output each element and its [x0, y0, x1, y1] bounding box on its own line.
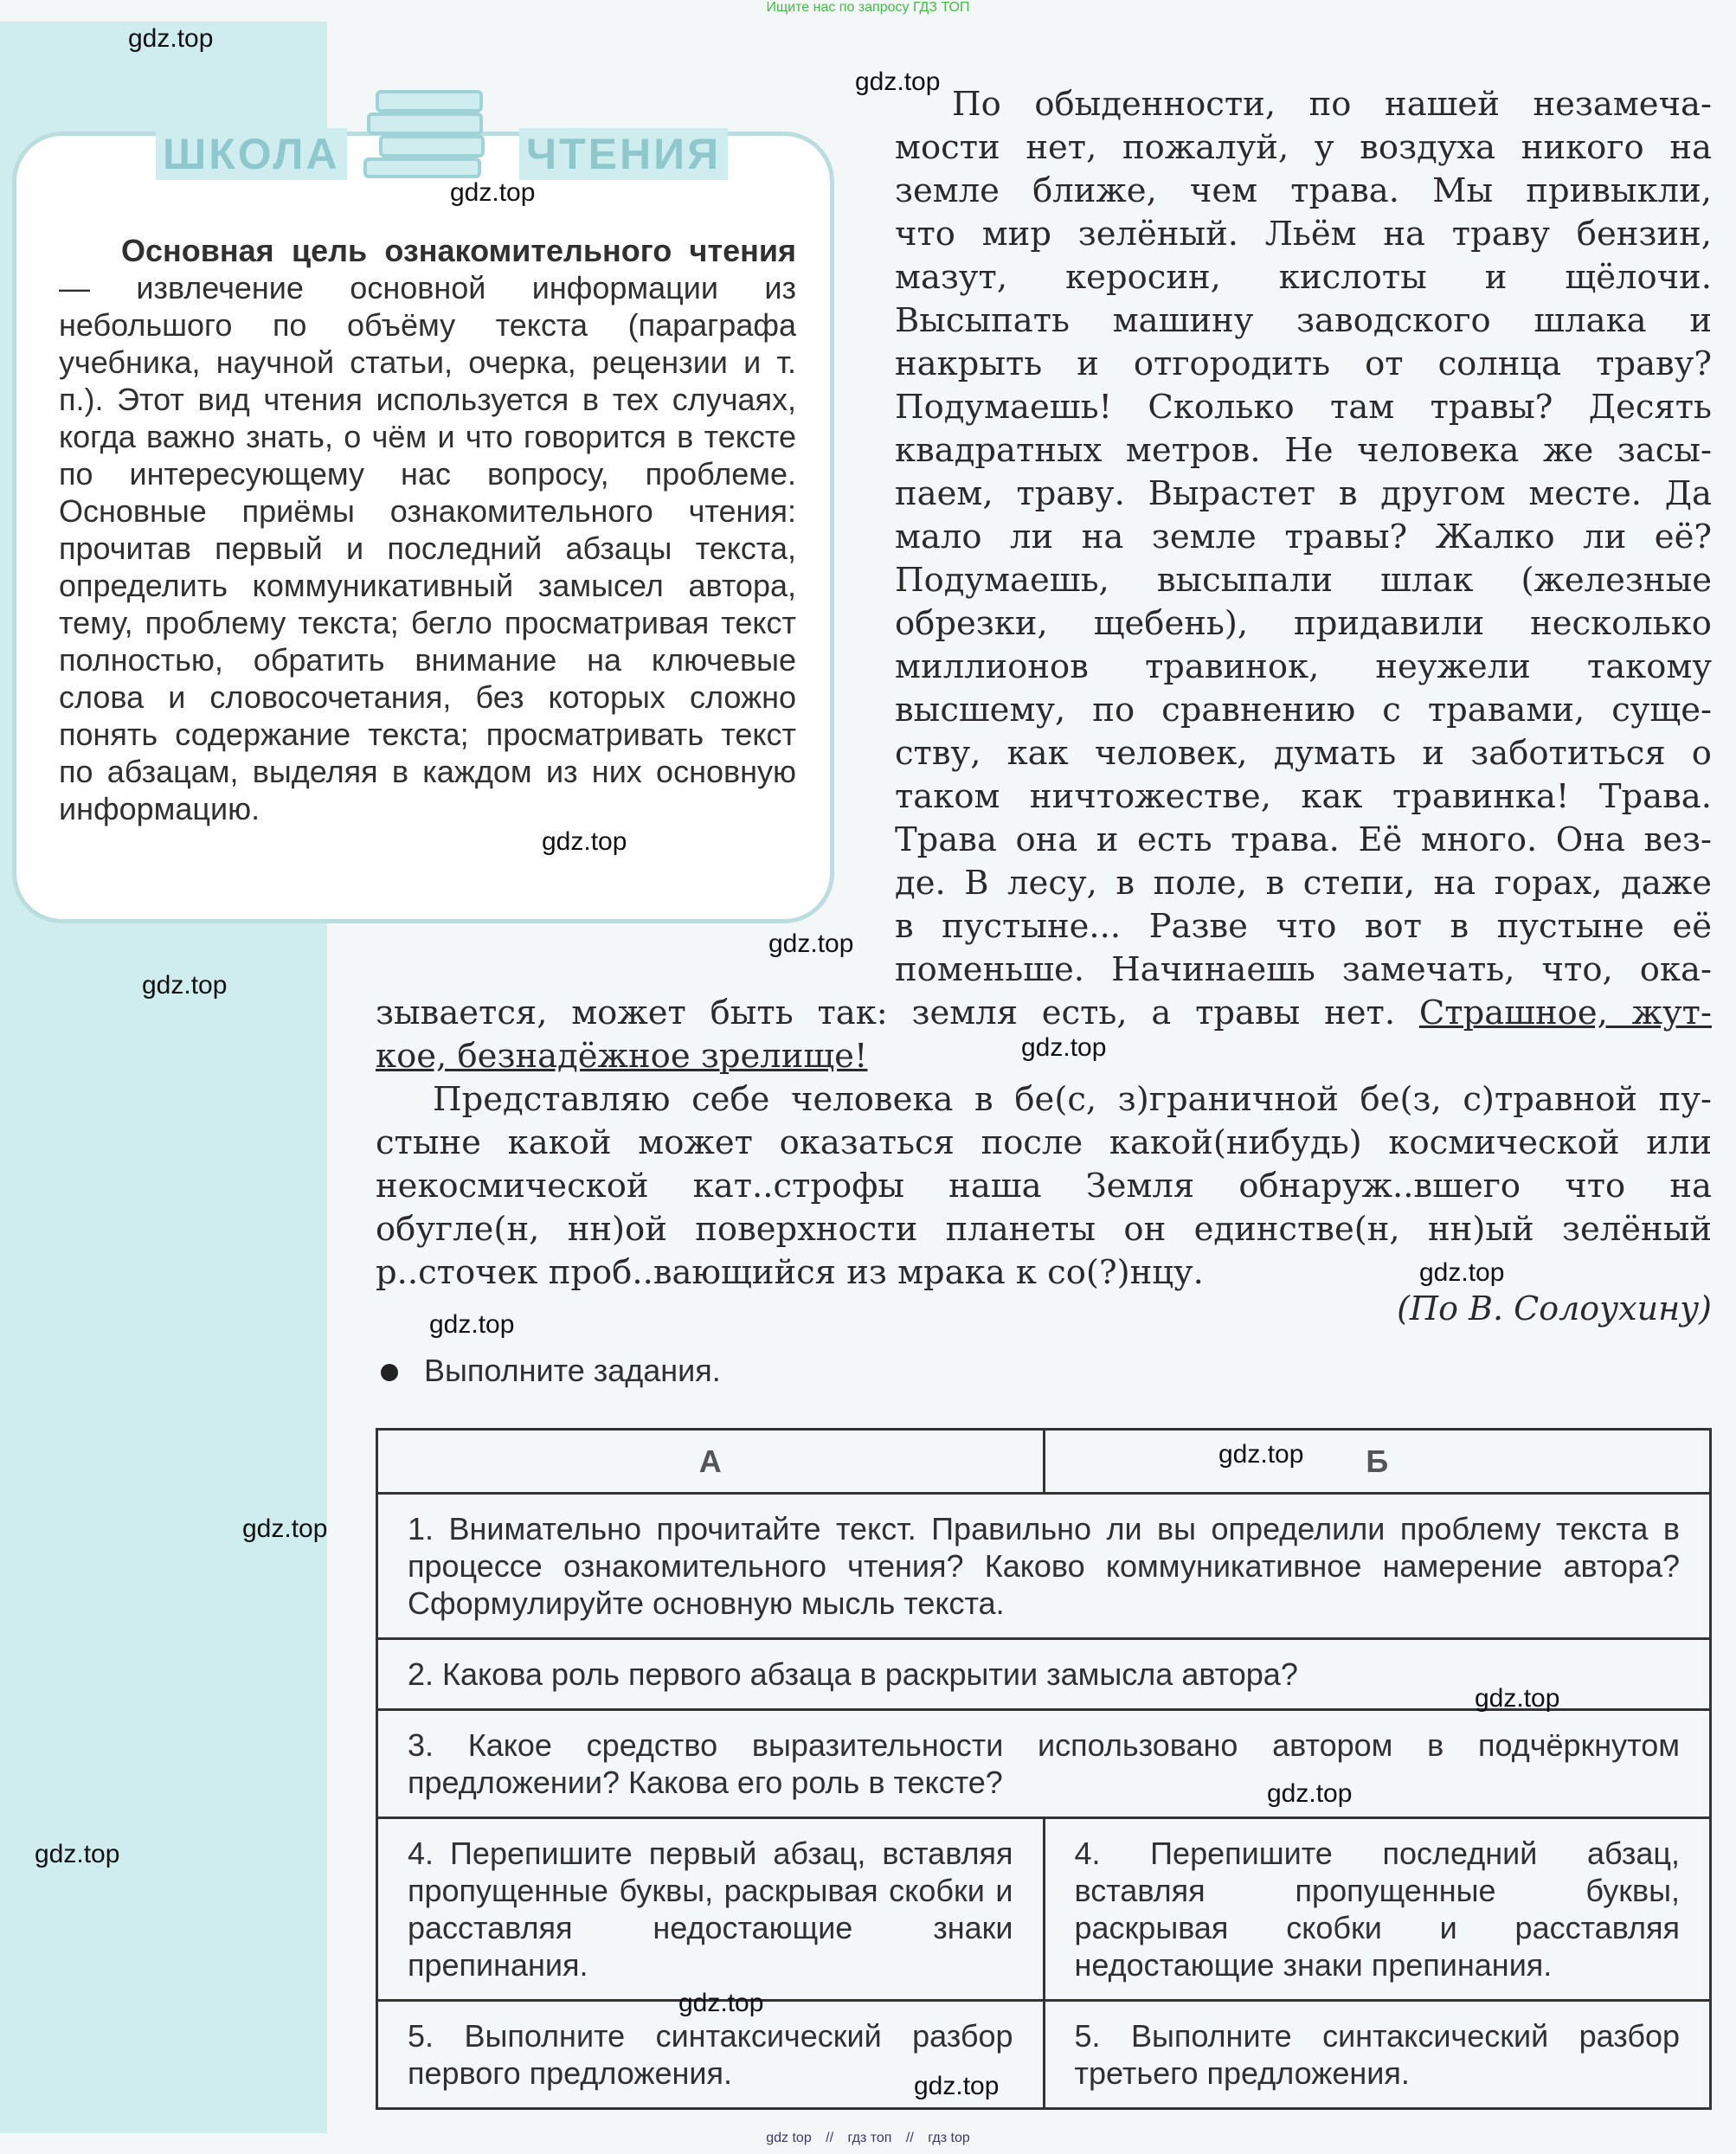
text-line: в пустыне... Разве что вот в пустыне её	[895, 907, 1712, 946]
text-line: обугле(н, нн)ой поверхности планеты он единстве(н, нн)ый зелёный	[376, 1210, 1712, 1249]
text-line: стыне какой может оказаться после какой(нибудь) космической или	[376, 1123, 1712, 1162]
watermark: gdz.top	[242, 1514, 328, 1543]
footer-item: //	[905, 2131, 914, 2145]
task-4a: 4. Перепишите первый абзац, вставляя пропущенные буквы, раскрывая скобки и расставляя недостающие знаки препинания.	[377, 1818, 1045, 2001]
text-line: таком ничтожестве, как травинка! Трава.	[895, 777, 1712, 816]
instruction-text: Выполните задания.	[424, 1353, 721, 1388]
watermark: gdz.top	[429, 1310, 515, 1339]
text-line: миллионов травинок, неужели такому	[895, 647, 1712, 686]
task-5a: 5. Выполните синтаксический разбор первого предложения.	[377, 2001, 1045, 2109]
text-line: Подумаешь, высыпали шлак (железные	[895, 561, 1712, 600]
watermark: gdz.top	[1218, 1440, 1304, 1469]
text-line: обрезки, щебень), придавили несколько	[895, 604, 1712, 643]
school-title-right: ЧТЕНИЯ	[519, 128, 728, 180]
text-line: Высыпать машину заводского шлака и	[895, 301, 1712, 340]
text-line: мости нет, пожалуй, у воздуха никого на	[895, 128, 1712, 167]
footer-item: gdz top	[766, 2131, 812, 2145]
school-text	[59, 232, 796, 827]
task-3: 3. Какое средство выразительности использовано автором в подчёркнутом предложении? Какова его роль в тексте?	[377, 1710, 1711, 1818]
watermark: gdz.top	[142, 971, 228, 1000]
text-line: зывается, может быть так: земля есть, а травы нет.	[376, 993, 1419, 1032]
watermark: gdz.top	[1021, 1033, 1107, 1062]
text-line: поменьше. Начинаешь замечать, что, ока-	[895, 950, 1712, 989]
watermark: gdz.top	[678, 1989, 764, 2017]
watermark: gdz.top	[1475, 1684, 1560, 1713]
text-line: р..сточек проб..вающийся из мрака к со(?)нцу.	[376, 1253, 1204, 1292]
watermark: gdz.top	[35, 1840, 120, 1868]
column-b-header: Б	[1044, 1430, 1711, 1494]
books-icon	[362, 85, 500, 180]
author-credit: (По В. Солоухину)	[1397, 1289, 1712, 1328]
bullet-icon	[381, 1364, 398, 1381]
watermark: gdz.top	[768, 929, 854, 958]
footer-item: //	[826, 2131, 834, 2145]
text-line: накрыть и отгородить от солнца траву?	[895, 344, 1712, 383]
text-line: что мир зелёный. Льём на траву бензин,	[895, 215, 1712, 254]
watermark: gdz.top	[855, 68, 941, 96]
watermark: gdz.top	[450, 178, 536, 207]
text-line: паем, траву. Вырастет в другом месте. Да	[895, 474, 1712, 513]
task-4b: 4. Перепишите последний абзац, вставляя пропущенные буквы, раскрывая скобки и расставляя недостающие знаки препинания.	[1044, 1818, 1711, 2001]
watermark: gdz.top	[128, 24, 214, 53]
text-line: мало ли на земле травы? Жалко ли её?	[895, 518, 1712, 556]
text-paragraph-2	[376, 1078, 1712, 1295]
text-line: квадратных метров. Не человека же засы-	[895, 431, 1712, 470]
watermark: gdz.top	[1267, 1779, 1353, 1808]
text-line: Подумаешь! Сколько там травы? Десять	[895, 388, 1712, 427]
text-line: мазут, керосин, кислоты и щёлочи.	[895, 258, 1712, 297]
school-body: — извлечение основной информации из небольшого по объёму текста (параграфа учебника, научной статьи, очерка, рецензии и т. п.). Этот вид чтения используется в тех случаях, когда важно знать, о чём и что говорится в тексте по интересующему нас вопросу, проблеме. Основные приёмы ознакомительного чтения: прочитав первый и последний абзацы текста, определить коммуникативный замысел автора, тему, проблему текста; бегло просматривая текст полностью, обратить внимание на ключевые слова и словосочетания, без которых сложно понять содержание текста; просматривать текст по абзацам, выделяя в каждом из них основную информацию.	[59, 270, 796, 826]
bottom-footer	[0, 2131, 1736, 2146]
text-line: земле ближе, чем трава. Мы привыкли,	[895, 171, 1712, 210]
text-line: По обыденности, по нашей незамеча-	[952, 85, 1712, 124]
task-5b: 5. Выполните синтаксический разбор третьего предложения.	[1044, 2001, 1711, 2109]
column-a-header: А	[377, 1430, 1045, 1494]
instruction	[381, 1353, 721, 1389]
school-title-left: ШКОЛА	[156, 128, 347, 180]
watermark: gdz.top	[542, 827, 627, 856]
watermark: gdz.top	[914, 2072, 1000, 2100]
watermark: gdz.top	[1419, 1258, 1505, 1287]
task-2: 2. Какова роль первого абзаца в раскрытии замысла автора?	[377, 1639, 1711, 1710]
task-1: 1. Внимательно прочитайте текст. Правильно ли вы определили проблему текста в процессе ознакомительного чтения? Каково коммуникативное намерение автора? Сформулируйте основную мысль текста.	[377, 1494, 1711, 1639]
footer-item: гдз топ	[847, 2131, 892, 2145]
task-table	[376, 1428, 1712, 2110]
underlined-sentence: Страшное, жут-	[1418, 993, 1712, 1032]
text-line: высшему, по сравнению с травами, суще-	[895, 691, 1712, 730]
school-lead: Основная цель ознакомительного чтения	[121, 233, 796, 268]
text-line: ству, как человек, думать и заботиться о	[895, 734, 1712, 773]
text-paragraph-1	[895, 83, 1712, 992]
text-line: Представляю себе человека в бе(с, з)граничной бе(з, с)травной пу-	[433, 1080, 1712, 1119]
text-line: некосмической кат..строфы наша Земля обнаруж..вшего что на	[376, 1167, 1712, 1206]
text-line: де. В лесу, в поле, в степи, на горах, даже	[895, 864, 1712, 903]
footer-item: гдз top	[928, 2131, 970, 2145]
text-line: Трава она и есть трава. Её много. Она вез-	[895, 820, 1712, 859]
top-promo-text: Ищите нас по запросу ГДЗ ТОП	[766, 0, 970, 15]
underlined-sentence: кое, безнадёжное зрелище!	[376, 1037, 868, 1076]
